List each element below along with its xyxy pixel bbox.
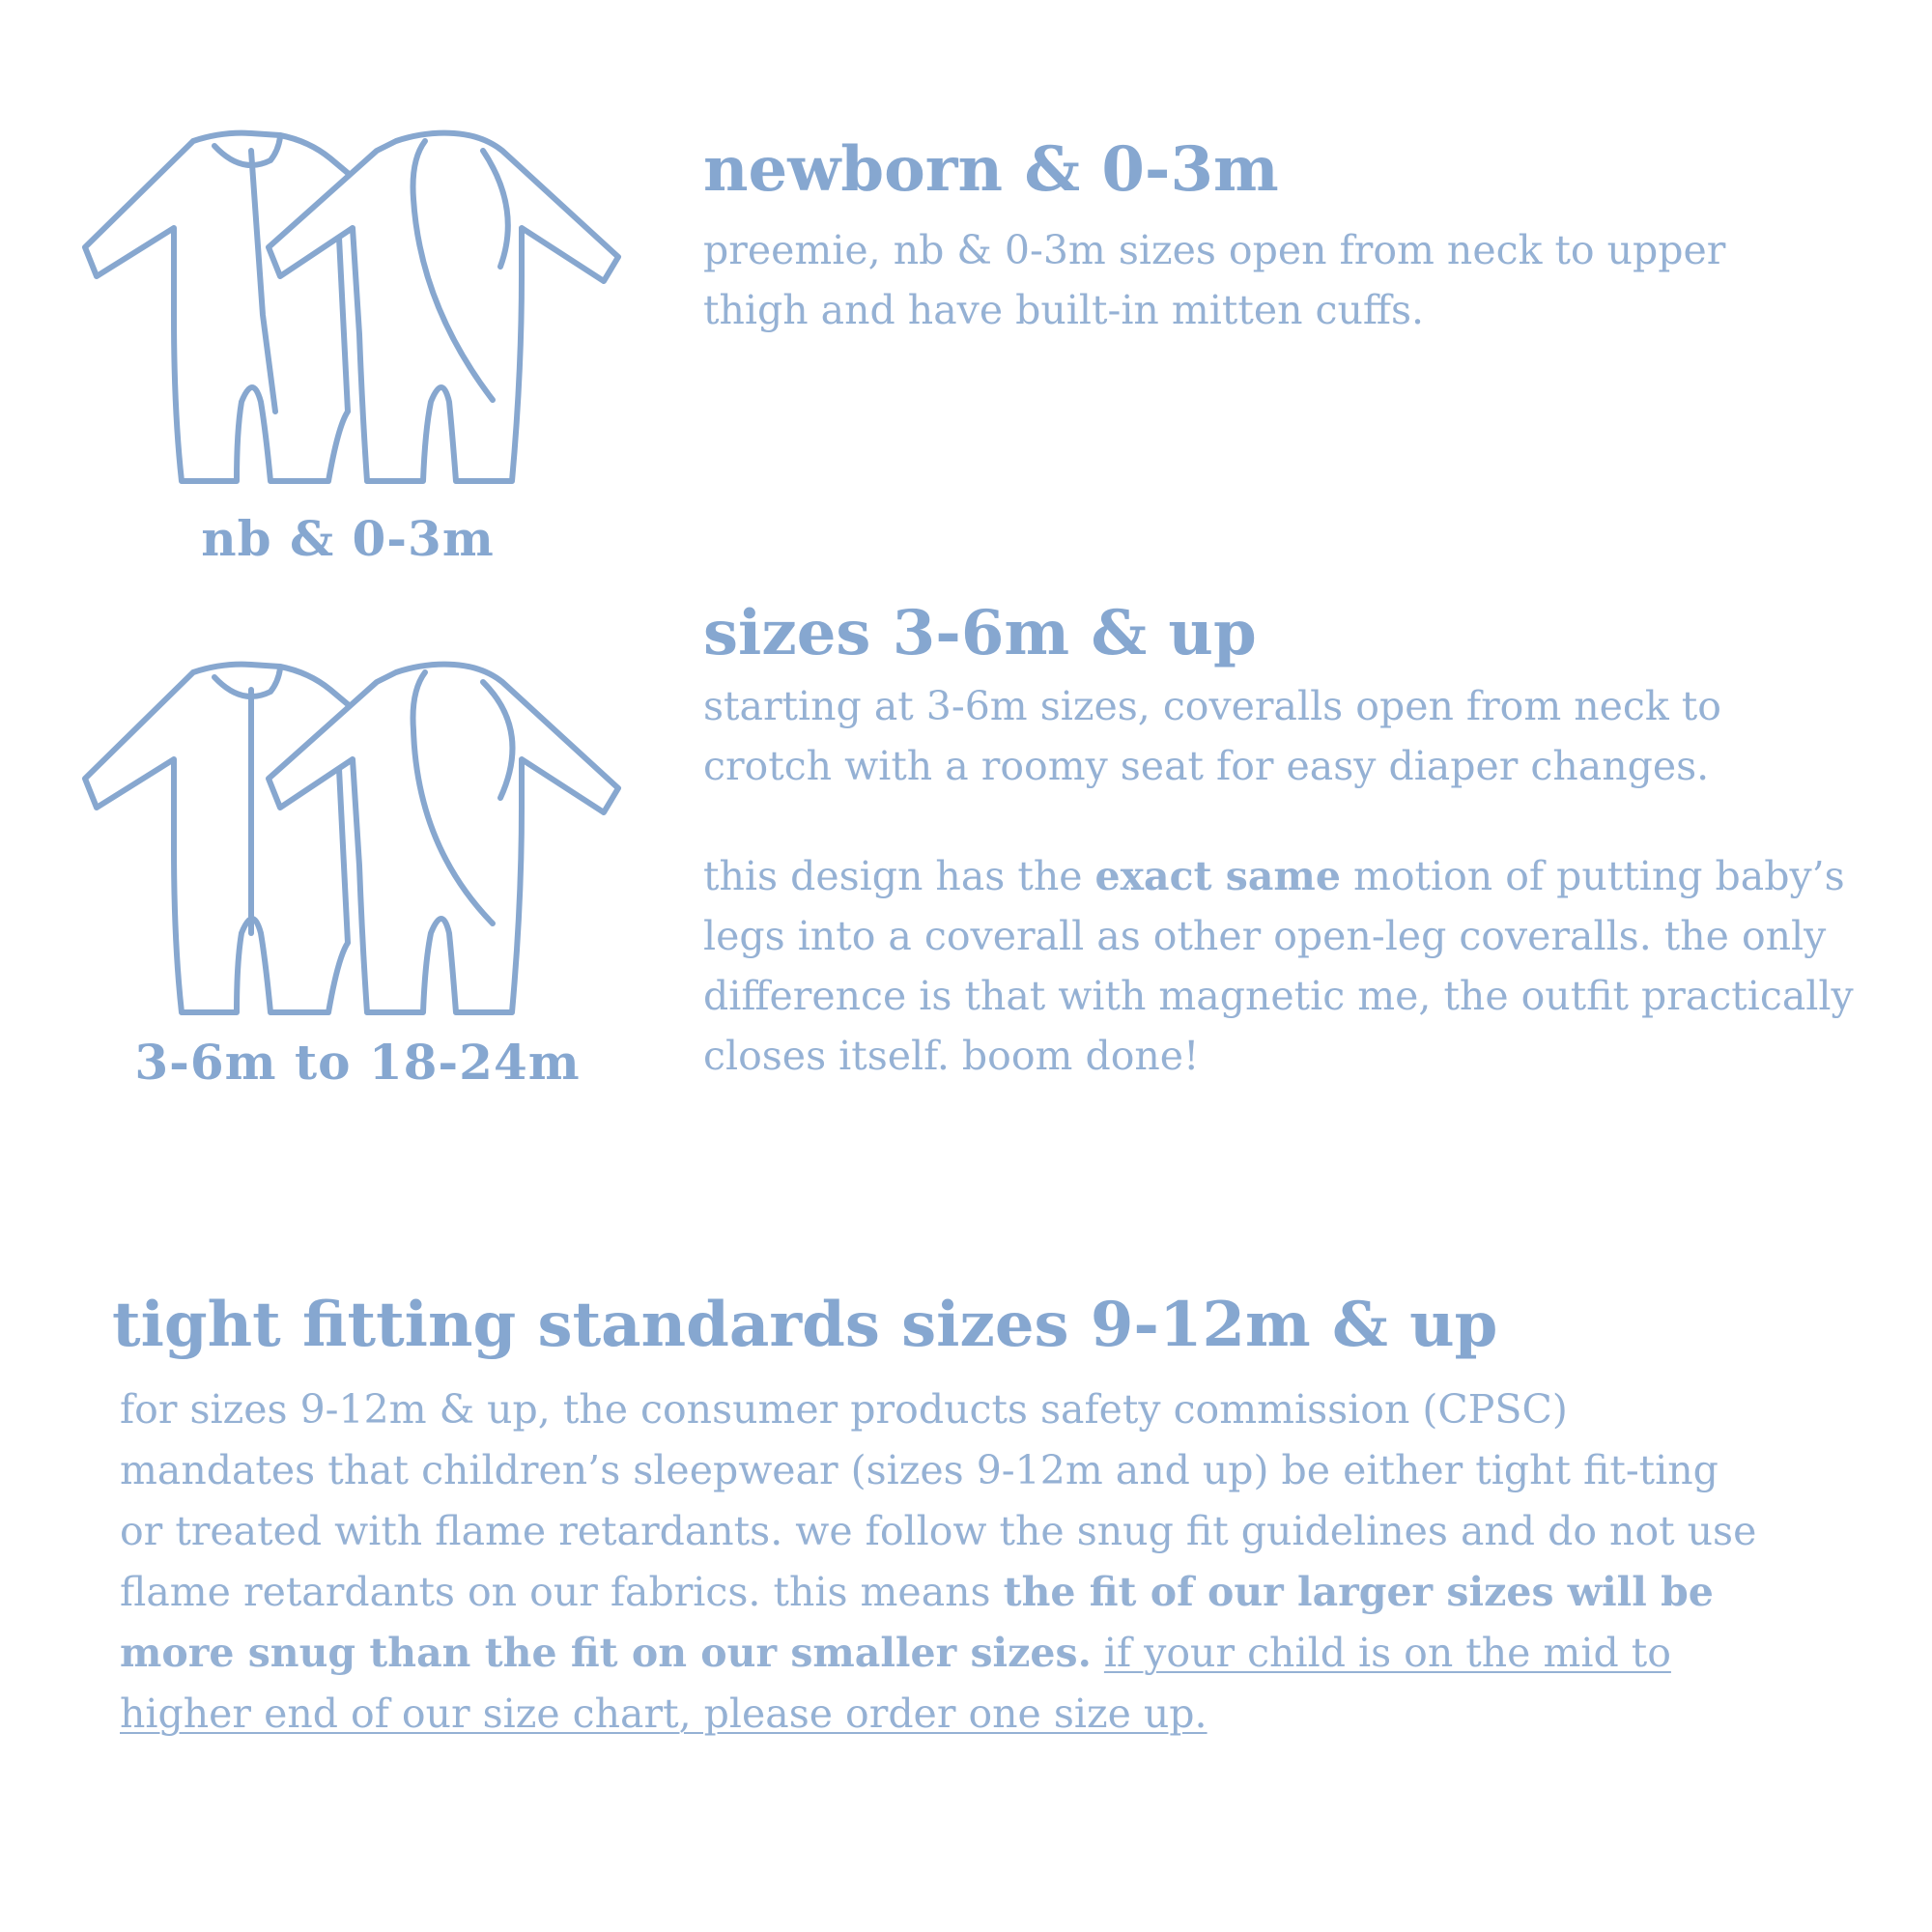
coverall-pair-icon xyxy=(77,122,638,498)
caption-nb-0-3m: nb & 0-3m xyxy=(201,510,495,567)
cpsc-text: for sizes 9-12m & up, the consumer products safety commission (CPSC) mandates that children’s sleepwear (sizes 9-12m and up) be either tight fit-ting or treated with flame retardants. we follow the snug fit guidelines and do not use flame retardants on our fabrics. this means xyxy=(120,1386,1757,1615)
size-up-advice: if your child is on the mid to higher end of our size chart, please order one size up. xyxy=(120,1630,1671,1737)
snug-fit-emphasis: the fit of our larger sizes will be more snug than the fit on our smaller sizes. xyxy=(120,1569,1714,1676)
exact-same-emphasis: exact same xyxy=(1094,853,1341,899)
design-motion-text-rest: motion of putting baby’s legs into a coverall as other open-leg coveralls. the only difference is that with magnetic me, the outfit practically closes itself. boom done! xyxy=(703,853,1854,1079)
heading-tight-fitting: tight fitting standards sizes 9-12m & up xyxy=(112,1289,1498,1361)
coverall-pair-icon xyxy=(77,653,638,1030)
heading-3-6m: sizes 3-6m & up xyxy=(703,597,1257,669)
paragraph-tight-fitting xyxy=(120,1379,1762,1745)
paragraph-3-6m: starting at 3-6m sizes, coveralls open from neck to crotch with a roomy seat for easy diaper changes. xyxy=(703,683,1721,789)
heading-newborn: newborn & 0-3m xyxy=(703,133,1279,206)
paragraph-design-motion xyxy=(703,846,1901,1086)
separator-space xyxy=(1092,1630,1104,1676)
paragraph-newborn: preemie, nb & 0-3m sizes open from neck to upper thigh and have built-in mitten cuffs. xyxy=(703,227,1726,333)
design-motion-text: this design has the xyxy=(703,853,1095,899)
caption-3-6m-to-18-24m: 3-6m to 18-24m xyxy=(134,1034,581,1091)
